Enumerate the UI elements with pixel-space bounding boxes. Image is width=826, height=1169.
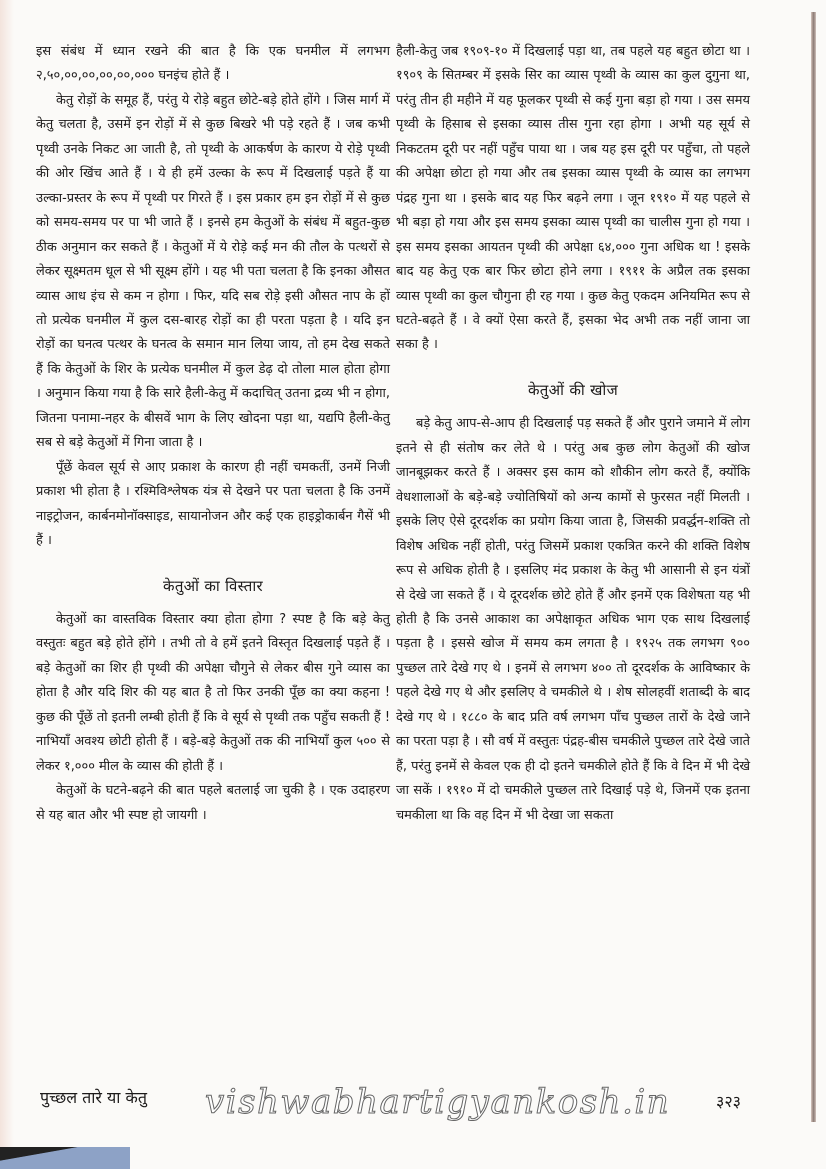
paragraph: पूँछें केवल सूर्य से आए प्रकाश के कारण ही नहीं चमकतीं, उनमें निजी प्रकाश भी होता है । रश्मिविश्लेषक यंत्र से देखने पर पता चलता है कि उनमें नाइट्रोजन, कार्बनमोनॉक्साइड, सायानोजन और कई एक हाइड्रोकार्बन गैसें भी हैं ।: [36, 459, 390, 549]
section-heading-comet-extent: केतुओं का विस्तार: [163, 576, 263, 595]
scan-artifact: [0, 1147, 130, 1169]
paragraph: केतुओं के घटने-बढ़ने की बात पहले बतलाई जा चुकी है । एक उदाहरण से यह बात और भी स्पष्ट हो जायगी ।: [36, 783, 390, 823]
book-binding-edge: [811, 12, 816, 1122]
paragraph: केतु रोड़ों के समूह हैं, परंतु ये रोड़े बहुत छोटे-बड़े होते होंगे । जिस मार्ग में केतु चलता है, उसमें इन रोड़ों में से कुछ बिखरे भी पड़े रहते हैं । जब कभी पृथ्वी उनके निकट आ जाती है, तो पृथ्वी के आकर्षण के कारण ये रोड़े पृथ्वी की ओर खिंच आते हैं । ये ही हमें उल्का के रूप में दिखलाई पड़ते हैं या उल्का-प्रस्तर के रूप में पृथ्वी पर गिरते हैं । इस प्रकार हम इन रोड़ों में से कुछ को समय-समय पर पा भी जाते हैं । इनसे हम केतुओं के संबंध में बहुत-कुछ ठीक अनुमान कर सकते हैं । केतुओं में ये रोड़े कई मन की तौल के पत्थरों से लेकर सूक्ष्मतम धूल से भी सूक्ष्म होंगे । यह भी पता चलता है कि इनका औसत व्यास आध इंच से कम न होगा । फिर, यदि सब रोड़े इसी औसत नाप के हों तो प्रत्येक घनमील में कुल दस-बारह रोड़ों का ही परता पड़ता है । यदि इन रोड़ों का घनत्व पत्थर के घनत्व के समान मान लिया जाय, तो हम देख सकते हैं कि केतुओं के शिर के प्रत्येक घनमील में कुल डेढ़ दो तोला माल होता होगा । अनुमान किया गया है कि सारे हैली-केतु में कदाचित् उतना द्रव्य भी न होगा, जितना पनामा-नहर के बीसवें भाग के लिए खोदना पड़ा था, यद्यपि हैली-केतु सब से बड़े केतुओं में गिना जाता है ।: [36, 92, 390, 451]
paragraph: हैली-केतु जब १९०९-१० में दिखलाई पड़ा था, तब पहले यह बहुत छोटा था । १९०९ के सितम्बर में इसके सिर का व्यास पृथ्वी के व्यास का कुल दुगुना था, परंतु तीन ही महीने में यह फूलकर पृथ्वी से कई गुना बड़ा हो गया । उस समय पृथ्वी के हिसाब से इसका व्यास तीस गुना रहा होगा । अभी यह सूर्य से निकटतम दूरी पर नहीं पहुँच पाया था । जब यह इस दूरी पर पहुँचा, तो पहले की अपेक्षा छोटा हो गया और तब इसका व्यास पृथ्वी के व्यास का लगभग पंद्रह गुना था । इसके बाद यह फिर बढ़ने लगा । जून १९१० में यह पहले से भी बड़ा हो गया और इस समय इसका व्यास पृथ्वी का चालीस गुना हो गया । इस समय इसका आयतन पृथ्वी की अपेक्षा ६४,००० गुना अधिक था ! इसके बाद यह केतु एक बार फिर छोटा होने लगा । १९११ के अप्रैल तक इसका व्यास पृथ्वी का कुल चौगुना ही रह गया । कुछ केतु एकदम अनियमित रूप से घटते-बढ़ते हैं । वे क्यों ऐसा करते हैं, इसका भेद अभी तक नहीं जाना जा सका है ।: [396, 44, 750, 353]
running-footer-title: पुच्छल तारे या केतु: [40, 1088, 147, 1107]
page-number: ३२३: [716, 1092, 741, 1111]
website-watermark: vishwabhartigyankosh.in: [205, 1082, 671, 1122]
paragraph: इस संबंध में ध्यान रखने की बात है कि एक घनमील में लगभग २,५०,००,००,००,००,००० घनइंच होते हैं ।: [36, 44, 390, 84]
paragraph: केतुओं का वास्तविक विस्तार क्या होता होगा ? स्पष्ट है कि बड़े केतु वस्तुतः बहुत बड़े होते होंगे । तभी तो वे हमें इतने विस्तृत दिखलाई पड़ते हैं । बड़े केतुओं का शिर ही पृथ्वी की अपेक्षा चौगुने से लेकर बीस गुने व्यास का होता है और यदि शिर की यह बात है तो फिर उनकी पूँछ का क्या कहना ! कुछ की पूँछें तो इतनी लम्बी होती हैं कि वे सूर्य से पृथ्वी तक पहुँच सकती हैं ! नाभियाँ अवश्य छोटी होती हैं । बड़े-बड़े केतुओं तक की नाभियाँ कुल ५०० से लेकर १,००० मील के व्यास की होती हैं ।: [36, 611, 390, 774]
paragraph: बड़े केतु आप-से-आप ही दिखलाई पड़ सकते हैं और पुराने जमाने में लोग इतने से ही संतोष कर लेते थे । परंतु अब कुछ लोग केतुओं की खोज जानबूझकर करते हैं । अक्सर इस काम को शौकीन लोग करते हैं, क्योंकि वेधशालाओं के बड़े-बड़े ज्योतिषियों को अन्य कामों से फुरसत नहीं मिलती । इसके लिए ऐसे दूरदर्शक का प्रयोग किया जाता है, जिसकी प्रवर्द्धन-शक्ति तो विशेष अधिक नहीं होती, परंतु जिसमें प्रकाश एकत्रित करने की शक्ति विशेष रूप से अधिक होती है । इसलिए मंद प्रकाश के केतु भी आसानी से इन यंत्रों से देखे जा सकते हैं । ये दूरदर्शक छोटे होते हैं और इनमें एक विशेषता यह भी होती है कि उनसे आकाश का अपेक्षाकृत अधिक भाग एक साथ दिखलाई पड़ता है । इससे खोज में समय कम लगता है । १९२५ तक लगभग ९०० पुच्छल तारे देखे गए थे । इनमें से लगभग ४०० तो दूरदर्शक के आविष्कार के पहले देखे गए थे और इसलिए वे चमकीले थे । शेष सोलहवीं शताब्दी के बाद देखे गए थे । १८८० के बाद प्रति वर्ष लगभग पाँच पुच्छल तारों के देखे जाने का परता पड़ा है । सौ वर्ष में वस्तुतः पंद्रह-बीस चमकीले पुच्छल तारे देखे जाते हैं, परंतु इनमें से केवल एक ही दो इतने चमकीले होते हैं कि वे दिन में भी देखे जा सकें । १९१० में दो चमकीले पुच्छल तारे दिखाई पड़े थे, जिनमें एक इतना चमकीला था कि वह दिन में भी देखा जा सकता: [396, 416, 750, 823]
page-edge-shadow: [0, 0, 14, 1169]
section-heading-comet-discovery: केतुओं की खोज: [527, 380, 619, 399]
left-column: [36, 40, 390, 828]
right-column: [396, 40, 750, 828]
